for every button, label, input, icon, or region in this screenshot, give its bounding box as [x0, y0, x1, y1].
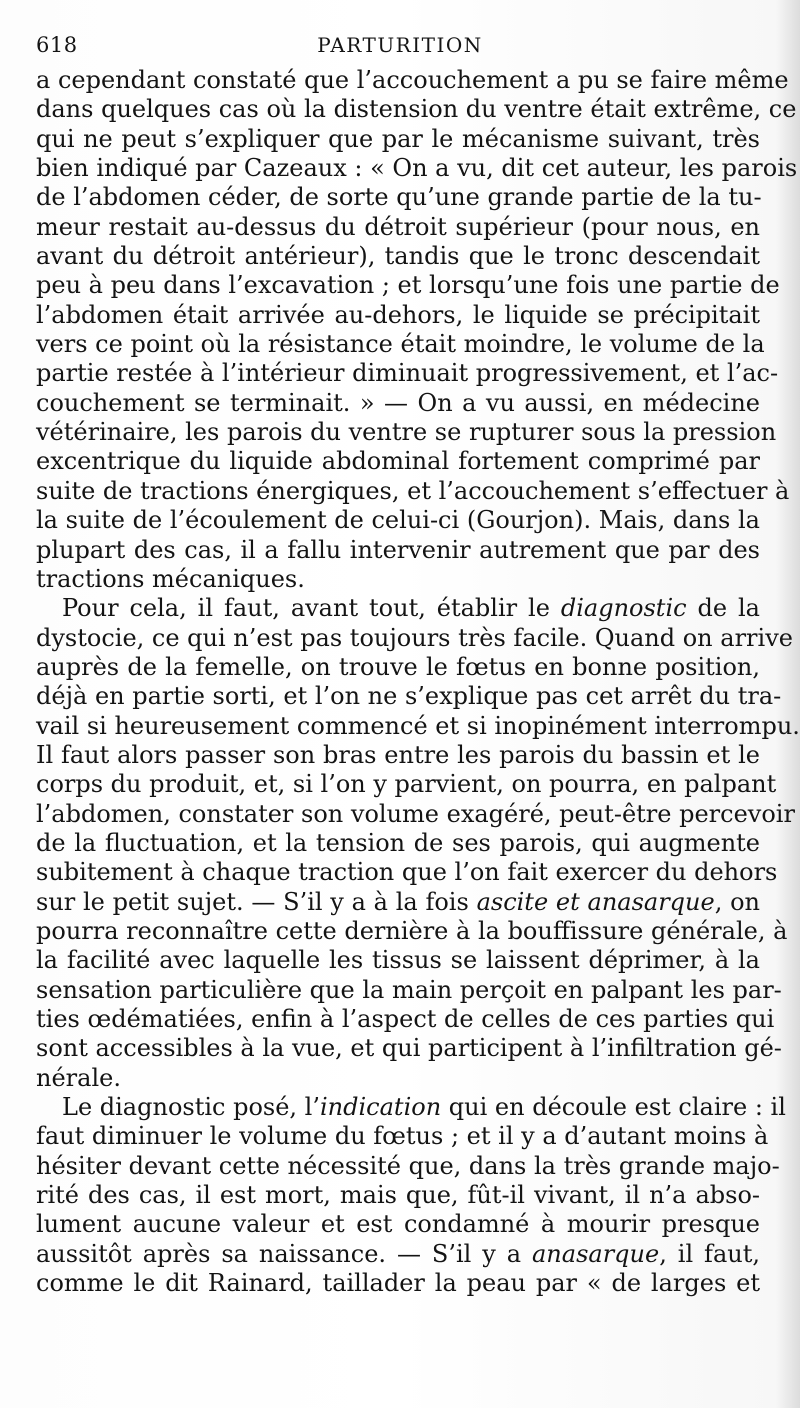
text-line: sensation particulière que la main perçoit en palpant les par- — [36, 975, 782, 1004]
text-line: aussitôt après sa naissance. — S’il y a anasarque, il faut, — [36, 1239, 760, 1268]
text-line: hésiter devant cette nécessité que, dans la très grande majo- — [36, 1151, 780, 1180]
text-line: suite de tractions énergiques, et l’accouchement s’effectuer à — [36, 476, 790, 505]
text-line: sont accessibles à la vue, et qui participent à l’infiltration gé- — [36, 1034, 782, 1063]
running-title: PARTURITION — [317, 33, 483, 57]
text-line: la facilité avec laquelle les tissus se laissent déprimer, à la — [36, 946, 760, 975]
text-line: l’abdomen était arrivée au-dehors, le liquide se précipitait — [36, 300, 760, 329]
text-line: pourra reconnaître cette dernière à la bouffissure générale, à — [36, 916, 788, 945]
text-line: nérale. — [36, 1063, 121, 1092]
text-line: excentrique du liquide abdominal fortement comprimé par — [36, 447, 760, 476]
italic-term: ascite et anasarque — [476, 887, 715, 916]
italic-term: diagnostic — [560, 594, 687, 623]
text-line: rité des cas, il est mort, mais que, fût-il vivant, il n’a abso- — [36, 1181, 760, 1210]
text-line: Il faut alors passer son bras entre les parois du bassin et le — [36, 740, 760, 769]
italic-term: indication — [320, 1093, 442, 1122]
text-line: meur restait au-dessus du détroit supérieur (pour nous, en — [36, 212, 760, 241]
text-line: de l’abdomen céder, de sorte qu’une grande partie de la tu- — [36, 183, 762, 212]
body-text — [36, 66, 800, 1298]
page-number: 618 — [36, 33, 78, 57]
text-line: couchement se terminait. » — On a vu aussi, en médecine — [36, 388, 760, 417]
text-line: faut diminuer le volume du fœtus ; et il y a d’autant moins à — [36, 1122, 769, 1151]
text-line: vers ce point où la résistance était moindre, le volume de la — [36, 330, 765, 359]
text-line: l’abdomen, constater son volume exagéré, peut-être percevoir — [36, 799, 795, 828]
text-line: qui ne peut s’expliquer que par le mécanisme suivant, très — [36, 124, 760, 153]
text-line: peu à peu dans l’excavation ; et lorsqu’une fois une partie de — [36, 271, 780, 300]
text-line: la suite de l’écoulement de celui-ci (Gourjon). Mais, dans la — [36, 506, 760, 535]
text-line: avant du détroit antérieur), tandis que le tronc descendait — [36, 242, 760, 271]
text-line: vail si heureusement commencé et si inopinément interrompu. — [36, 711, 800, 740]
text-line: sur le petit sujet. — S’il y a à la fois ascite et anasarque, on — [36, 887, 761, 916]
text-line: de la fluctuation, et la tension de ses parois, qui augmente — [36, 828, 760, 857]
text-line: comme le dit Rainard, taillader la peau par « de larges et — [36, 1269, 760, 1298]
text-line: tractions mécaniques. — [36, 564, 305, 593]
text-line: Le diagnostic posé, l’indication qui en découle est claire : il — [62, 1093, 786, 1122]
text-line: plupart des cas, il a fallu intervenir autrement que par des — [36, 535, 760, 564]
page-header — [0, 30, 800, 60]
text-line: vétérinaire, les parois du ventre se rupturer sous la pression — [36, 418, 777, 447]
italic-term: anasarque — [532, 1239, 660, 1268]
text-line: Pour cela, il faut, avant tout, établir le diagnostic de la — [62, 594, 760, 623]
text-line: bien indiqué par Cazeaux : « On a vu, dit cet auteur, les parois — [36, 154, 798, 183]
text-line: auprès de la femelle, on trouve le fœtus en bonne position, — [36, 652, 760, 681]
text-line: corps du produit, et, si l’on y parvient, on pourra, en palpant — [36, 770, 777, 799]
text-line: déjà en partie sorti, et l’on ne s’explique pas cet arrêt du tra- — [36, 682, 782, 711]
text-line: subitement à chaque traction que l’on fait exercer du dehors — [36, 858, 778, 887]
text-line: dystocie, ce qui n’est pas toujours très facile. Quand on arrive — [36, 623, 793, 652]
text-line: dans quelques cas où la distension du ventre était extrême, ce — [36, 95, 797, 124]
text-line: a cependant constaté que l’accouchement a pu se faire même — [36, 66, 789, 94]
text-line: lument aucune valeur et est condamné à mourir presque — [36, 1210, 760, 1239]
text-line: partie restée à l’intérieur diminuait progressivement, et l’ac- — [36, 359, 779, 388]
text-line: ties œdématiées, enfin à l’aspect de celles de ces parties qui — [36, 1005, 775, 1033]
